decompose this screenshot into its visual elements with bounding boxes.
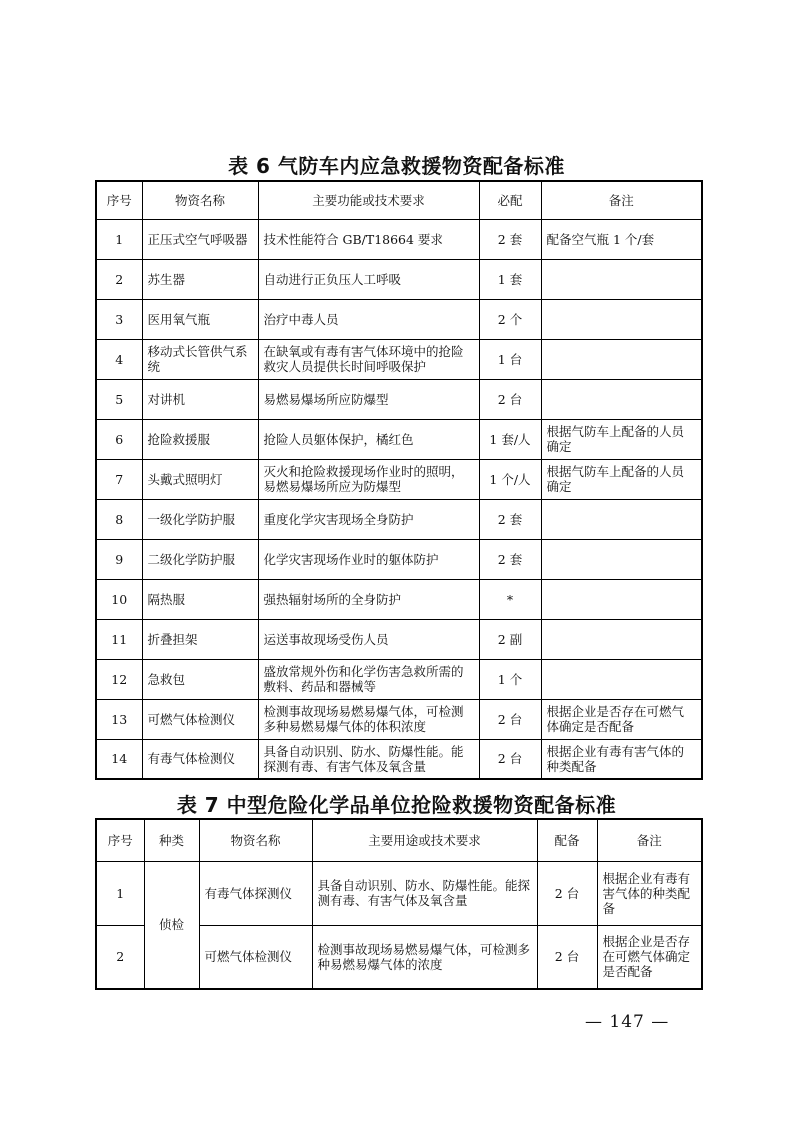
table-cell: 一级化学防护服 — [142, 499, 258, 539]
page-number: — 147 — — [585, 1012, 670, 1032]
table-cell: 2 台 — [479, 699, 541, 739]
table-row — [96, 861, 702, 925]
table-row — [96, 419, 702, 459]
table-cell — [541, 659, 702, 699]
table-cell: 化学灾害现场作业时的躯体防护 — [258, 539, 479, 579]
table-cell: 苏生器 — [142, 259, 258, 299]
table-row — [96, 579, 702, 619]
table-cell: 具备自动识别、防水、防爆性能。能探测有毒、有害气体及氧含量 — [258, 739, 479, 779]
table-cell: 2 副 — [479, 619, 541, 659]
table-cell: 2 台 — [537, 925, 597, 989]
table-cell: 根据企业是否存在可燃气体确定是否配备 — [541, 699, 702, 739]
table-cell: 可燃气体检测仪 — [142, 699, 258, 739]
table-cell: 抢险救援服 — [142, 419, 258, 459]
table-cell: 抢险人员躯体保护，橘红色 — [258, 419, 479, 459]
table-cell: 二级化学防护服 — [142, 539, 258, 579]
table-cell: 根据企业是否存在可燃气体确定是否配备 — [597, 925, 702, 989]
table-cell: 14 — [96, 739, 142, 779]
table-cell: 医用氧气瓶 — [142, 299, 258, 339]
table-cell — [541, 259, 702, 299]
table-cell: 10 — [96, 579, 142, 619]
table-cell: 易燃易爆场所应防爆型 — [258, 379, 479, 419]
header-cell: 备注 — [541, 181, 702, 219]
table-cell: 急救包 — [142, 659, 258, 699]
table-row — [96, 659, 702, 699]
table-cell: 根据企业有毒有害气体的种类配备 — [541, 739, 702, 779]
table-cell: 7 — [96, 459, 142, 499]
table-row — [96, 459, 702, 499]
table-cell — [541, 619, 702, 659]
table-cell: 对讲机 — [142, 379, 258, 419]
table-cell: 根据气防车上配备的人员确定 — [541, 459, 702, 499]
table-row — [96, 339, 702, 379]
table-cell: 头戴式照明灯 — [142, 459, 258, 499]
table-cell: 11 — [96, 619, 142, 659]
header-cell: 必配 — [479, 181, 541, 219]
table-cell: 盛放常规外伤和化学伤害急救所需的敷料、药品和器械等 — [258, 659, 479, 699]
header-cell: 物资名称 — [199, 819, 312, 861]
header-cell: 主要功能或技术要求 — [258, 181, 479, 219]
table-cell: 13 — [96, 699, 142, 739]
table-cell: 技术性能符合 GB/T18664 要求 — [258, 219, 479, 259]
table-6-title: 表 6 气防车内应急救援物资配备标准 — [228, 154, 565, 178]
table-cell — [541, 579, 702, 619]
table-cell: 重度化学灾害现场全身防护 — [258, 499, 479, 539]
table-cell — [541, 539, 702, 579]
table-cell: 在缺氧或有毒有害气体环境中的抢险救灾人员提供长时间呼吸保护 — [258, 339, 479, 379]
table-cell: 折叠担架 — [142, 619, 258, 659]
table-cell: 8 — [96, 499, 142, 539]
table-cell — [541, 379, 702, 419]
table-cell: 3 — [96, 299, 142, 339]
table-cell: 1 — [96, 219, 142, 259]
table-cell: 2 套 — [479, 219, 541, 259]
header-cell: 主要用途或技术要求 — [312, 819, 537, 861]
table-cell: 2 个 — [479, 299, 541, 339]
table-header-row — [96, 181, 702, 219]
table-cell: * — [479, 579, 541, 619]
header-cell: 物资名称 — [142, 181, 258, 219]
table-cell: 1 个/人 — [479, 459, 541, 499]
category-cell: 侦检 — [144, 861, 199, 989]
table-cell: 2 台 — [537, 861, 597, 925]
table-cell: 根据气防车上配备的人员确定 — [541, 419, 702, 459]
header-cell: 种类 — [144, 819, 199, 861]
table-cell: 强热辐射场所的全身防护 — [258, 579, 479, 619]
table-cell: 有毒气体检测仪 — [142, 739, 258, 779]
table-cell: 运送事故现场受伤人员 — [258, 619, 479, 659]
table-header-row — [96, 819, 702, 861]
table-cell: 2 套 — [479, 499, 541, 539]
table-row — [96, 219, 702, 259]
table-cell: 配备空气瓶 1 个/套 — [541, 219, 702, 259]
table-row — [96, 539, 702, 579]
table-row — [96, 499, 702, 539]
table-cell: 2 — [96, 259, 142, 299]
table-cell — [541, 339, 702, 379]
table-row — [96, 699, 702, 739]
table-cell: 灭火和抢险救援现场作业时的照明，易燃易爆场所应为防爆型 — [258, 459, 479, 499]
header-cell: 序号 — [96, 181, 142, 219]
table-cell: 根据企业有毒有害气体的种类配备 — [597, 861, 702, 925]
table-cell: 12 — [96, 659, 142, 699]
table-cell: 检测事故现场易燃易爆气体，可检测多种易燃易爆气体的体积浓度 — [258, 699, 479, 739]
table-cell: 2 套 — [479, 539, 541, 579]
table-cell — [541, 299, 702, 339]
table-cell: 1 — [96, 861, 144, 925]
table-cell: 移动式长管供气系统 — [142, 339, 258, 379]
table-cell: 隔热服 — [142, 579, 258, 619]
table-cell: 正压式空气呼吸器 — [142, 219, 258, 259]
table-7-title: 表 7 中型危险化学品单位抢险救援物资配备标准 — [176, 793, 617, 817]
header-cell: 备注 — [597, 819, 702, 861]
table-row — [96, 379, 702, 419]
table-cell: 6 — [96, 419, 142, 459]
table-row — [96, 299, 702, 339]
table-cell: 1 套/人 — [479, 419, 541, 459]
table-row — [96, 619, 702, 659]
table-cell — [541, 499, 702, 539]
table-cell: 2 台 — [479, 379, 541, 419]
table-cell: 1 个 — [479, 659, 541, 699]
header-cell: 序号 — [96, 819, 144, 861]
table-6 — [95, 180, 703, 780]
table-cell: 可燃气体检测仪 — [199, 925, 312, 989]
table-cell: 1 台 — [479, 339, 541, 379]
table-row — [96, 739, 702, 779]
table-cell: 4 — [96, 339, 142, 379]
table-cell: 具备自动识别、防水、防爆性能。能探测有毒、有害气体及氧含量 — [312, 861, 537, 925]
table-cell: 有毒气体探测仪 — [199, 861, 312, 925]
table-cell: 检测事故现场易燃易爆气体，可检测多种易燃易爆气体的浓度 — [312, 925, 537, 989]
table-cell: 2 — [96, 925, 144, 989]
table-cell: 9 — [96, 539, 142, 579]
table-cell: 5 — [96, 379, 142, 419]
table-cell: 自动进行正负压人工呼吸 — [258, 259, 479, 299]
table-row — [96, 259, 702, 299]
table-cell: 2 台 — [479, 739, 541, 779]
table-7 — [95, 818, 703, 990]
table-cell: 1 套 — [479, 259, 541, 299]
table-cell: 治疗中毒人员 — [258, 299, 479, 339]
header-cell: 配备 — [537, 819, 597, 861]
